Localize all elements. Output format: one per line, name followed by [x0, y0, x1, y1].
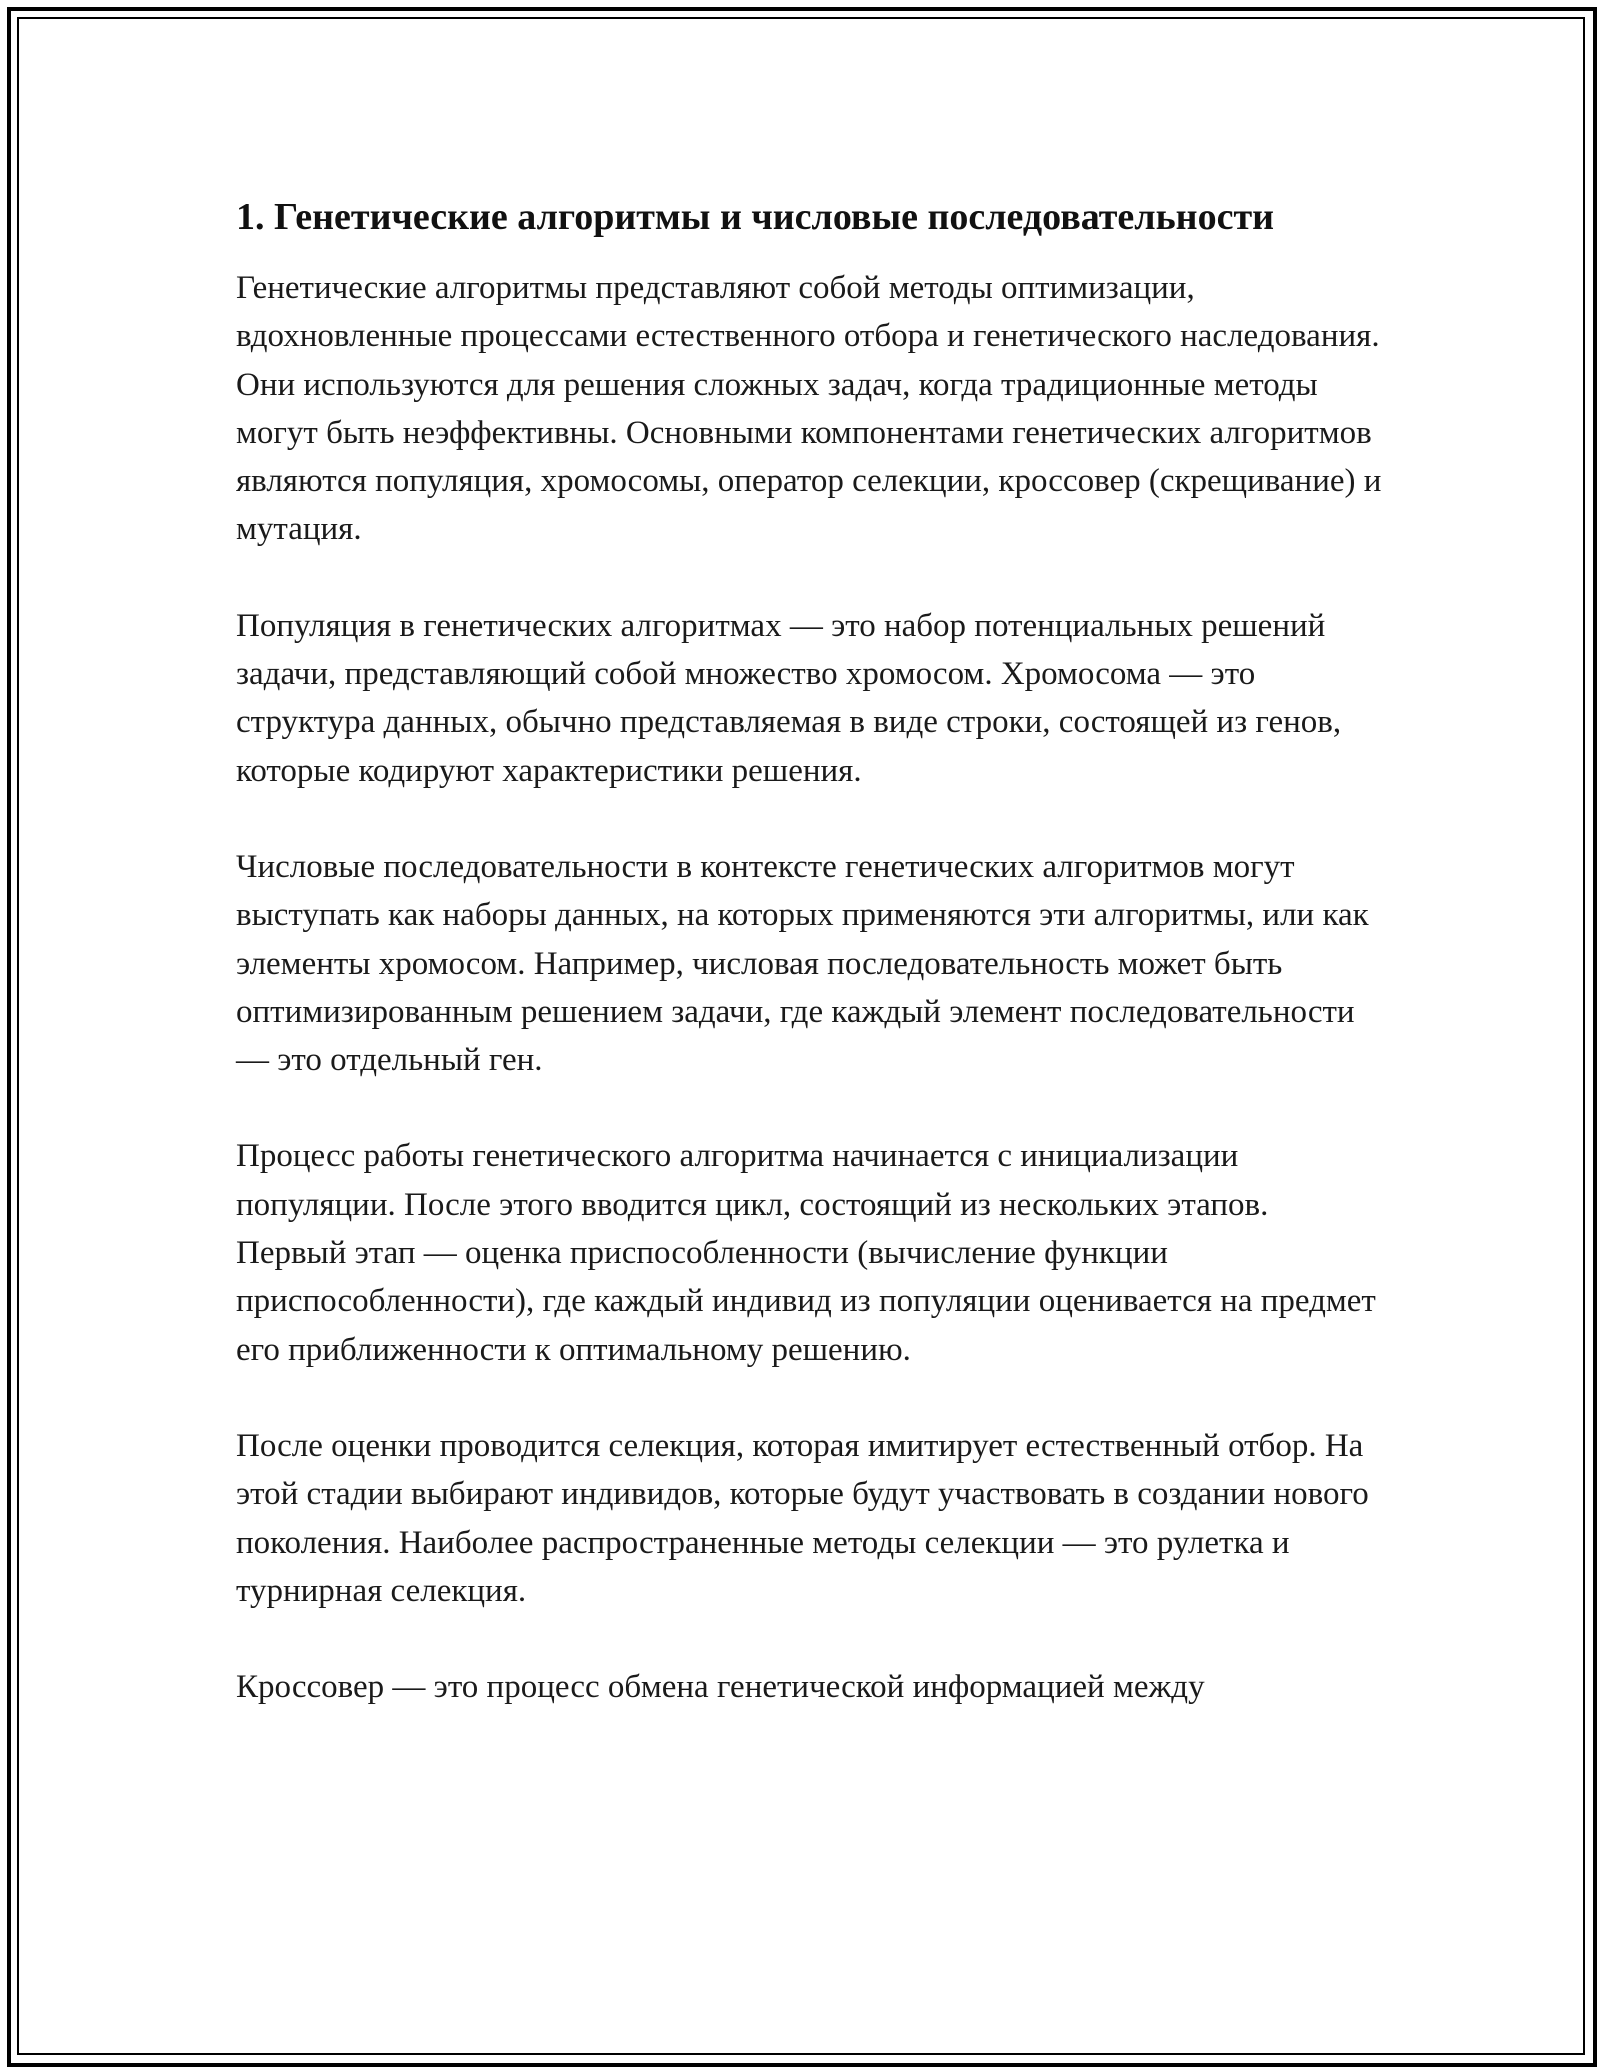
paragraph-crossover: Кроссовер — это процесс обмена генетической информацией между: [236, 1669, 1205, 1706]
section-heading: 1. Генетические алгоритмы и числовые последовательности: [236, 196, 1275, 238]
paragraph-genetic-algorithms-intro: Генетические алгоритмы представляют собой методы оптимизации, вдохновленные процессами естественного отбора и генетического наследования. Они используются для решения сложных задач, когда традиционные методы могут быть неэффективны. Основными компонентами генетических алгоритмов являются популяция, хромосомы, оператор селекции, кроссовер (скрещивание) и мутация.: [236, 270, 1382, 548]
paragraph-algorithm-process: Процесс работы генетического алгоритма начинается с инициализации популяции. После этого вводится цикл, состоящий из нескольких этапов. Первый этап — оценка приспособленности (вычисление функции приспособленности), где каждый индивид из популяции оценивается на предмет его приближенности к оптимальному решению.: [236, 1138, 1376, 1368]
paragraph-numeric-sequences: Числовые последовательности в контексте генетических алгоритмов могут выступать как наборы данных, на которых применяются эти алгоритмы, или как элементы хромосом. Например, числовая последовательность может быть оптимизированным решением задачи, где каждый элемент последовательности — это отдельный ген.: [236, 848, 1369, 1079]
paragraph-population: Популяция в генетических алгоритмах — это набор потенциальных решений задачи, представляющий собой множество хромосом. Хромосома — это структура данных, обычно представляемая в виде строки, состоящей из генов, которые кодируют характеристики решения.: [236, 607, 1342, 789]
document-body: [236, 190, 1386, 1759]
paragraph-selection: После оценки проводится селекция, которая имитирует естественный отбор. На этой стадии выбирают индивидов, которые будут участвовать в создании нового поколения. Наиболее распространенные методы селекции — это рулетка и турнирная селекция.: [236, 1427, 1369, 1609]
